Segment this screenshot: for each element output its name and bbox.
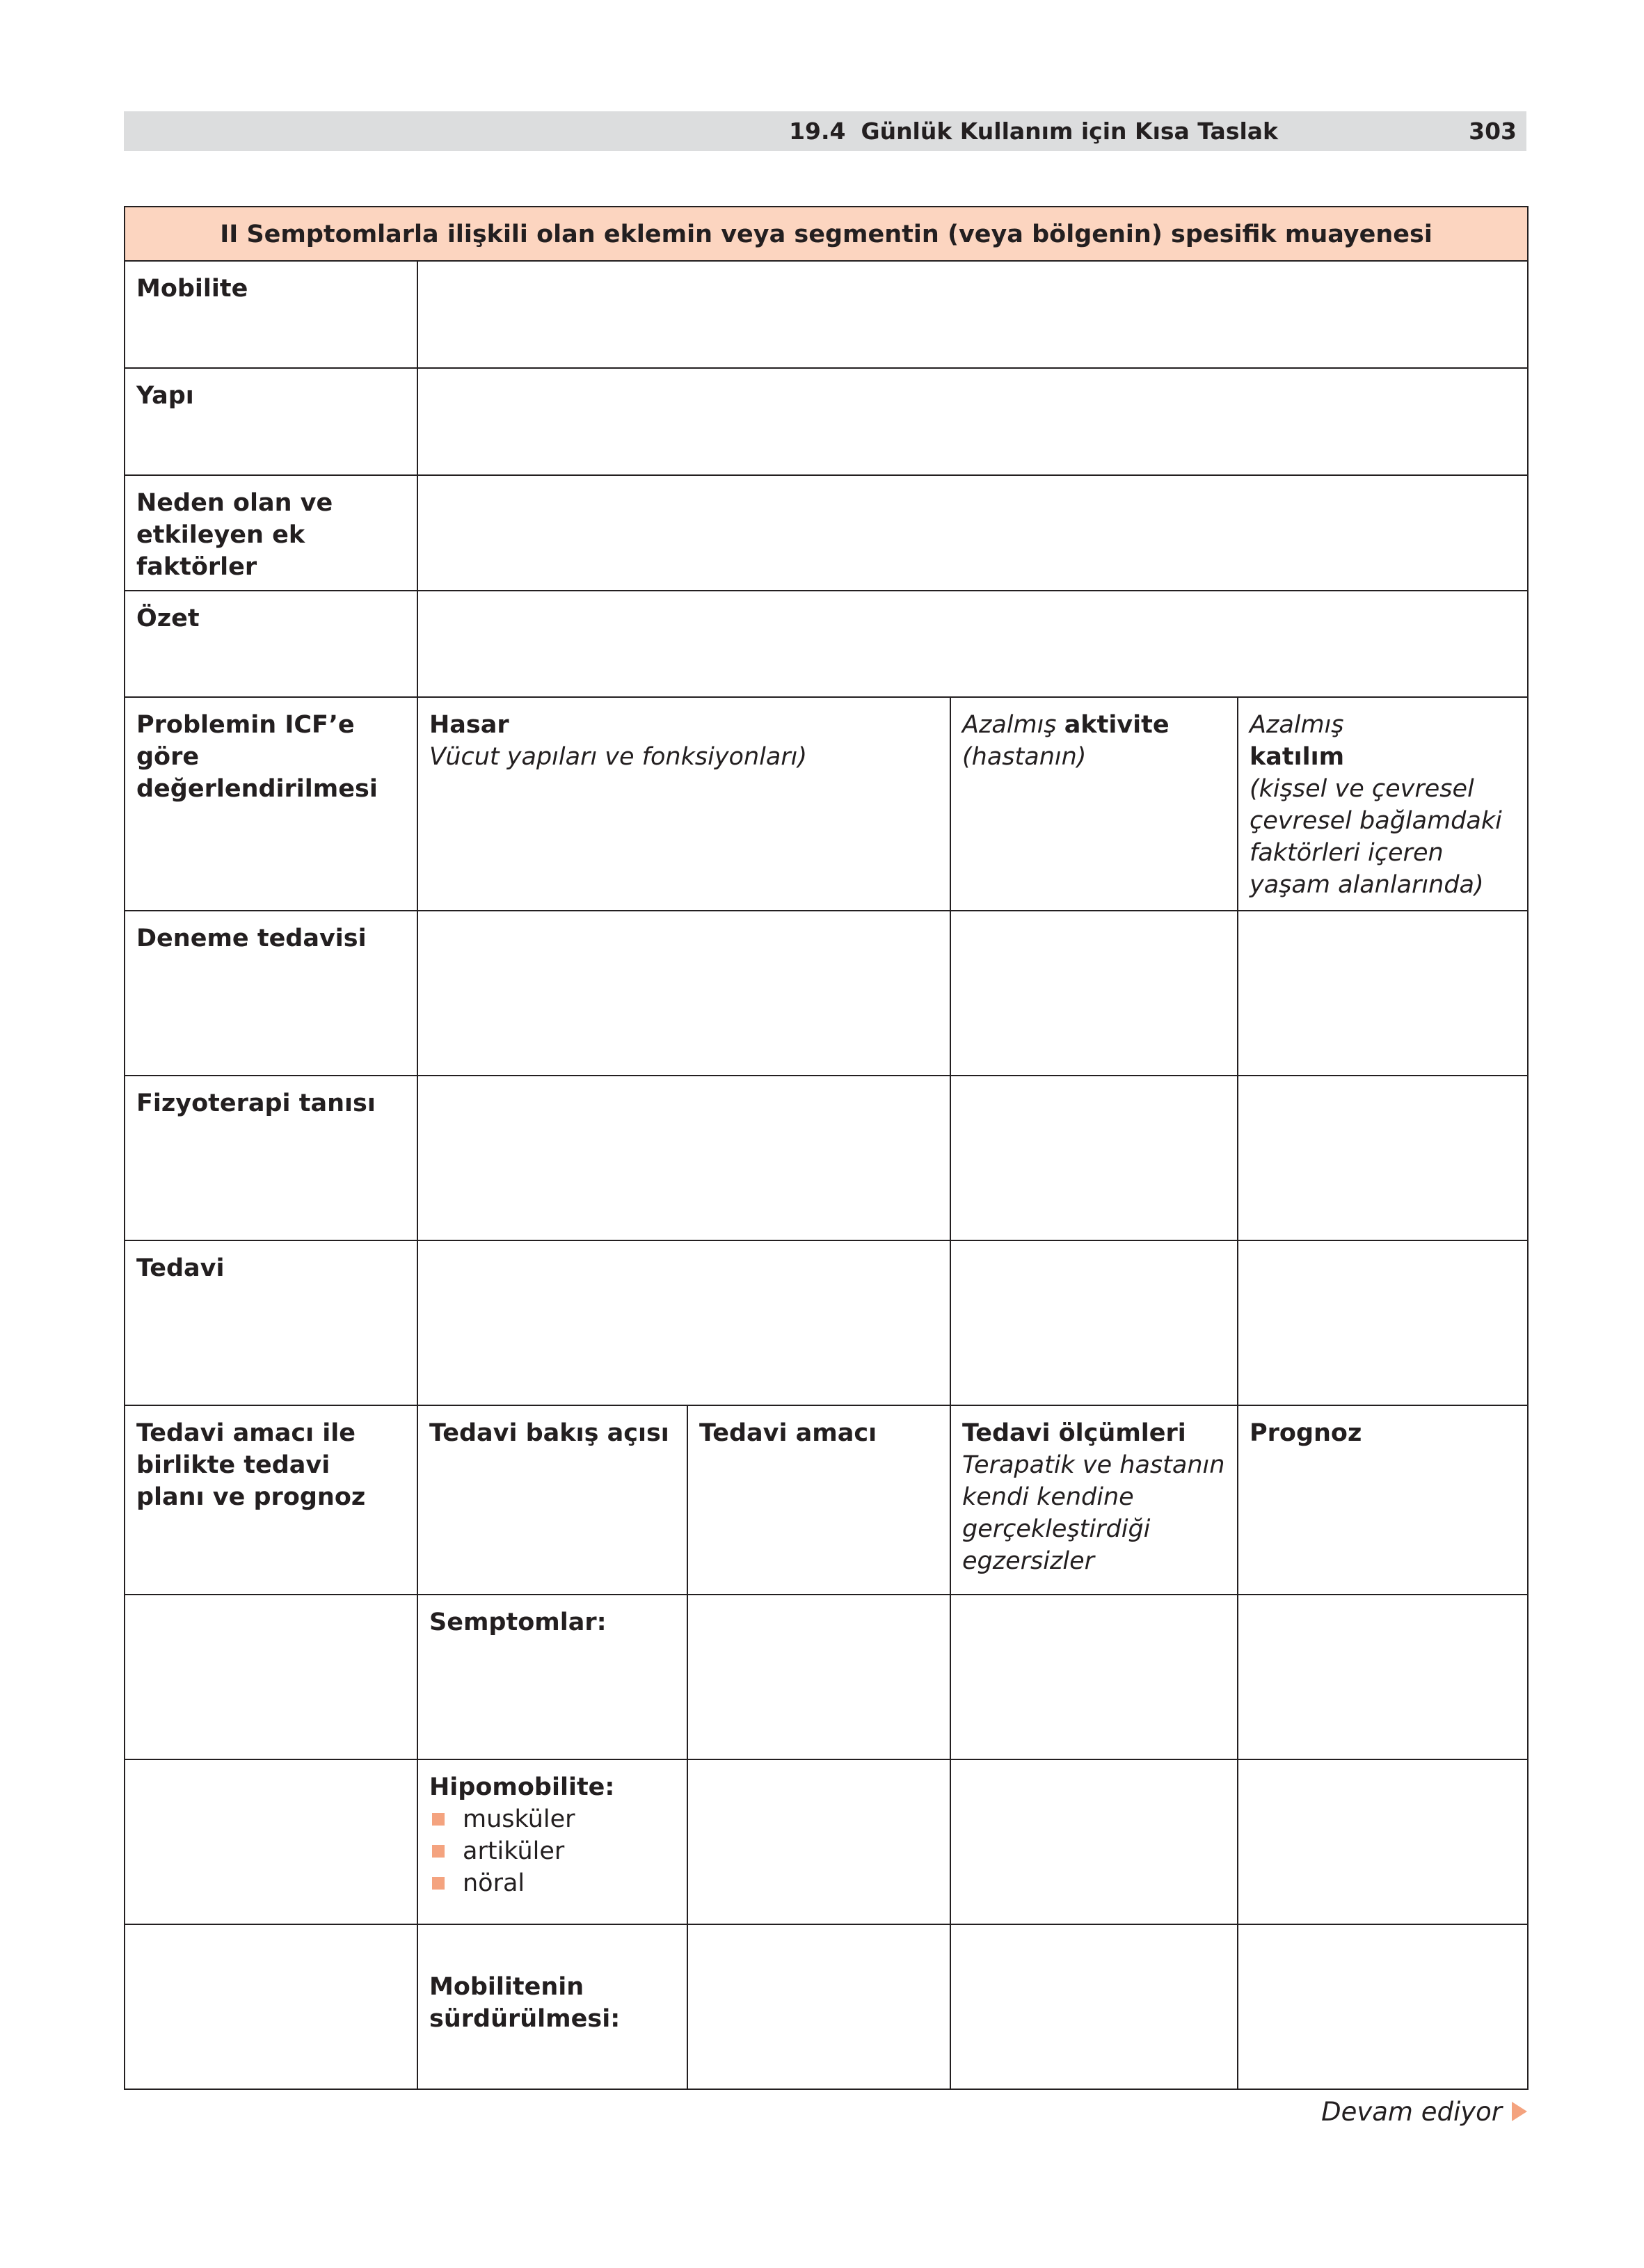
entry-field-neden-olan[interactable] [417,475,1528,591]
plan-header-row [125,1405,1528,1595]
entry-field-surdurulme-prognoz[interactable] [1238,1924,1528,2089]
entry-field-tedavi-aktivite[interactable] [950,1240,1238,1405]
icf-aktivite-cell [950,697,1238,911]
col-header-olcumleri-title: Tedavi ölçümleri [962,1419,1186,1447]
entry-field-tedavi-katilim[interactable] [1238,1240,1528,1405]
col-header-bakis-acisi: Tedavi bakış açısı [417,1405,687,1595]
icf-row [125,697,1528,911]
row-label-mobilite: Mobilite [125,261,417,368]
table-row [125,911,1528,1076]
table-title: II Semptomlarla ilişkili olan eklemin veya segmentin (veya bölgenin) spesifik muayenesi [125,207,1528,261]
col-header-prognoz: Prognoz [1238,1405,1528,1595]
table-row [125,591,1528,697]
entry-field-surdurulme-amaci[interactable] [687,1924,950,2089]
entry-field-ozet[interactable] [417,591,1528,697]
continued-text: Devam ediyor [1321,2097,1502,2127]
continued-note [1321,2095,1527,2129]
entry-field-hipomobilite-amaci[interactable] [687,1759,950,1924]
list-item: nöral [429,1867,676,1899]
row-label-fizyoterapi-tanisi: Fizyoterapi tanısı [125,1076,417,1240]
list-item: artiküler [429,1835,676,1867]
table-row [125,1759,1528,1924]
list-item: musküler [429,1803,676,1835]
plan-row-label-semptomlar: Semptomlar: [417,1595,687,1759]
entry-field-semptomlar-amaci[interactable] [687,1595,950,1759]
table-row [125,475,1528,591]
icf-hasar-sub: Vücut yapıları ve fonksiyonları) [429,743,808,771]
table-row [125,261,1528,368]
icf-aktivite-prefix: Azalmış [962,711,1057,739]
examination-form-table [124,206,1529,2090]
row-label-tedavi-amaci-plan: Tedavi amacı ile birlikte tedavi planı ve prognoz [125,1405,417,1595]
section-number: 19.4 [789,118,846,145]
col-header-olcumleri [950,1405,1238,1595]
entry-field-semptomlar-prognoz[interactable] [1238,1595,1528,1759]
row-label-yapi: Yapı [125,368,417,475]
icf-katilim-prefix: Azalmış [1250,711,1344,739]
entry-field-mobilite[interactable] [417,261,1528,368]
row-label-deneme-tedavisi: Deneme tedavisi [125,911,417,1076]
icf-aktivite-title: aktivite [1064,711,1170,739]
col-header-amaci: Tedavi amacı [687,1405,950,1595]
table-row [125,368,1528,475]
entry-field-surdurulme-olcumleri[interactable] [950,1924,1238,2089]
entry-field-deneme-hasar[interactable] [417,911,950,1076]
entry-field-tani-katilim[interactable] [1238,1076,1528,1240]
entry-field-semptomlar-olcumleri[interactable] [950,1595,1238,1759]
icf-hasar-title: Hasar [429,711,509,739]
icf-katilim-cell [1238,697,1528,911]
hipomobilite-list [429,1803,676,1899]
entry-field-hipomobilite-olcumleri[interactable] [950,1759,1238,1924]
icf-katilim-title: katılım [1250,743,1345,771]
table-row [125,1595,1528,1759]
icf-aktivite-sub: (hastanın) [962,743,1087,771]
row-label-tedavi: Tedavi [125,1240,417,1405]
section-heading [789,111,1278,151]
entry-field-tani-hasar[interactable] [417,1076,950,1240]
table-row [125,1076,1528,1240]
row-label-neden-olan: Neden olan ve etkileyen ek faktörler [125,475,417,591]
icf-katilim-sub: (kişsel ve çevresel çevresel bağlamdaki faktörleri içeren yaşam alanlarında) [1250,775,1502,899]
entry-field-deneme-aktivite[interactable] [950,911,1238,1076]
icf-hasar-cell [417,697,950,911]
entry-field-hipomobilite-prognoz[interactable] [1238,1759,1528,1924]
row-label-problemin-icf: Problemin ICF’e göre değerlendirilmesi [125,697,417,911]
running-header [124,111,1526,151]
col-header-olcumleri-sub: Terapatik ve hastanın kendi kendine gerçekleştirdiği egzersizler [962,1451,1225,1575]
plan-row-label-hipomobilite [417,1759,687,1924]
arrow-right-icon [1512,2102,1527,2121]
entry-field-tani-aktivite[interactable] [950,1076,1238,1240]
section-title: Günlük Kullanım için Kısa Taslak [861,118,1278,145]
page-number: 303 [1469,118,1517,145]
row-label-ozet: Özet [125,591,417,697]
empty-label-cell [125,1759,417,1924]
table-title-row [125,207,1528,261]
plan-row-label-mobilitenin-surdurulmesi: Mobilitenin sürdürülmesi: [417,1924,687,2089]
entry-field-deneme-katilim[interactable] [1238,911,1528,1076]
entry-field-yapi[interactable] [417,368,1528,475]
hipomobilite-title: Hipomobilite: [429,1773,615,1801]
table-row [125,1924,1528,2089]
entry-field-tedavi-hasar[interactable] [417,1240,950,1405]
empty-label-cell [125,1924,417,2089]
empty-label-cell [125,1595,417,1759]
table-row [125,1240,1528,1405]
